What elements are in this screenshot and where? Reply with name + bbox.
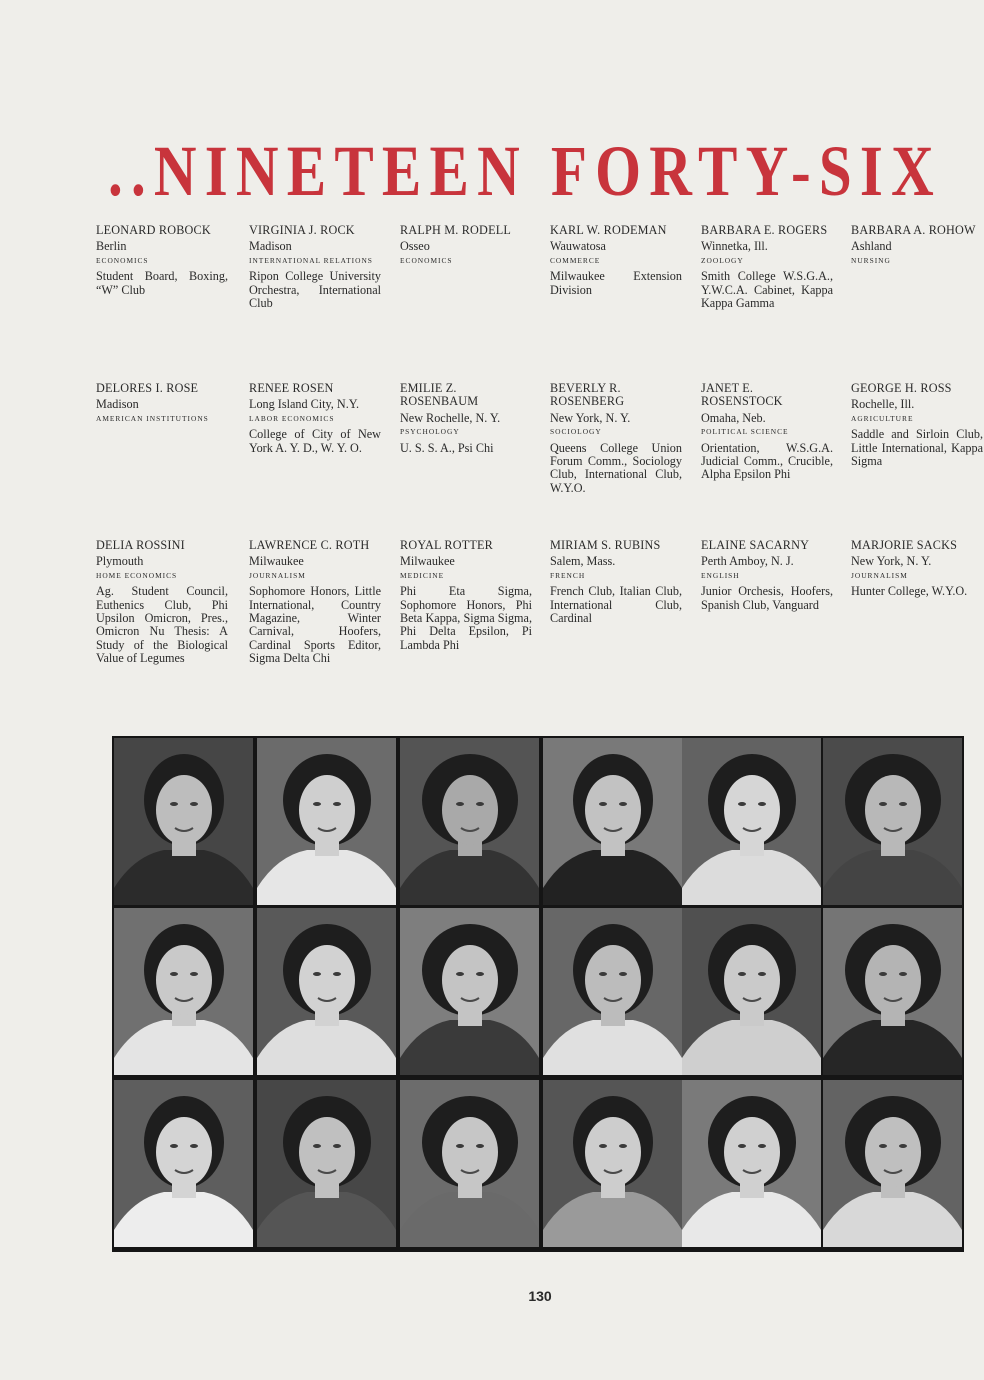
student-major: FRENCH [550, 570, 586, 580]
student-name: BEVERLY R. ROSENBERG [550, 381, 625, 409]
student-city: Milwaukee [249, 554, 304, 569]
portrait-eye [758, 972, 766, 976]
student-activities: College of City of New York A. Y. D., W. Y. O. [249, 427, 381, 455]
portrait-face [724, 775, 780, 845]
portrait-eye [879, 1144, 887, 1148]
portrait-eye [170, 802, 178, 806]
student-entry [400, 539, 532, 652]
student-activities: French Club, Italian Club, International Club, Cardinal [550, 584, 682, 626]
student-name: JANET E. ROSENSTOCK [701, 381, 783, 409]
portrait-photo [682, 738, 821, 905]
student-activities: Junior Orchesis, Hoofers, Spanish Club, Vanguard [701, 584, 833, 612]
page-title: ..NINETEEN FORTY-SIX [108, 131, 942, 211]
student-name: ELAINE SACARNY [701, 538, 810, 552]
student-activities: Phi Eta Sigma, Sophomore Honors, Phi Beta Kappa, Sigma Sigma, Phi Delta Epsilon, Pi Lambda Phi [400, 584, 532, 652]
student-entry [851, 224, 983, 270]
portrait-eye [170, 972, 178, 976]
portrait-image [823, 738, 962, 905]
portrait-eye [476, 1144, 484, 1148]
student-major: HOME ECONOMICS [96, 570, 178, 580]
portrait-eye [599, 1144, 607, 1148]
portrait-face [442, 1117, 498, 1187]
portrait-eye [619, 1144, 627, 1148]
portrait-image [257, 738, 396, 905]
student-activities: U. S. S. A., Psi Chi [400, 440, 494, 455]
student-name: MIRIAM S. RUBINS [550, 538, 661, 552]
student-entry [550, 539, 682, 625]
student-city: Madison [96, 397, 139, 412]
student-major: ZOOLOGY [701, 255, 744, 265]
student-city: Ashland [851, 239, 892, 254]
student-entry [249, 224, 381, 310]
student-activities: Orientation, W.S.G.A. Judicial Comm., Crucible, Alpha Epsilon Phi [701, 440, 833, 482]
portrait-face [442, 945, 498, 1015]
portrait-face [156, 775, 212, 845]
portrait-eye [758, 1144, 766, 1148]
portrait-eye [899, 1144, 907, 1148]
student-entry [249, 382, 381, 455]
portrait-eye [333, 1144, 341, 1148]
student-name: BARBARA A. ROHOW [851, 223, 976, 237]
portrait-photo [257, 738, 396, 905]
student-major: LABOR ECONOMICS [249, 413, 335, 423]
portrait-eye [190, 972, 198, 976]
portrait-face [724, 945, 780, 1015]
student-name: RENEE ROSEN [249, 381, 334, 395]
student-city: Winnetka, Ill. [701, 239, 768, 254]
portrait-face [585, 1117, 641, 1187]
portrait-photo [114, 1080, 253, 1247]
student-activities: Student Board, Boxing, “W” Club [96, 269, 228, 297]
student-city: Milwaukee [400, 554, 455, 569]
portrait-eye [738, 972, 746, 976]
portrait-photo [543, 908, 682, 1075]
student-major: AMERICAN INSTITUTIONS [96, 413, 209, 423]
student-entry [701, 539, 833, 612]
portrait-face [585, 775, 641, 845]
portrait-image [114, 738, 253, 905]
portrait-image [400, 908, 539, 1075]
portrait-photo [114, 908, 253, 1075]
portrait-image [543, 738, 682, 905]
portrait-eye [738, 1144, 746, 1148]
portrait-face [299, 1117, 355, 1187]
portrait-eye [456, 802, 464, 806]
student-name: MARJORIE SACKS [851, 538, 958, 552]
portrait-photo [400, 738, 539, 905]
portrait-eye [899, 802, 907, 806]
page-number: 130 [528, 1288, 552, 1304]
portrait-eye [313, 802, 321, 806]
student-city: Madison [249, 239, 292, 254]
student-name: VIRGINIA J. ROCK [249, 223, 355, 237]
student-major: JOURNALISM [249, 570, 306, 580]
portrait-photo [823, 738, 962, 905]
portrait-image [400, 738, 539, 905]
portrait-face [156, 945, 212, 1015]
portrait-photo [257, 1080, 396, 1247]
student-city: Wauwatosa [550, 239, 606, 254]
student-activities: Queens College Union Forum Comm., Sociology Club, International Club, W.Y.O. [550, 440, 682, 495]
portrait-image [257, 908, 396, 1075]
student-major: AGRICULTURE [851, 413, 914, 423]
student-name: LEONARD ROBOCK [96, 223, 211, 237]
student-city: New York, N. Y. [550, 410, 631, 425]
student-entry [550, 382, 682, 495]
student-entry [400, 224, 532, 270]
student-entry [701, 382, 833, 482]
portrait-photo [400, 908, 539, 1075]
student-city: Perth Amboy, N. J. [701, 554, 794, 569]
portrait-eye [333, 802, 341, 806]
portrait-grid [112, 736, 964, 1252]
portrait-face [299, 775, 355, 845]
student-entry [96, 539, 228, 666]
student-entry [851, 539, 983, 599]
portrait-eye [313, 1144, 321, 1148]
student-major: COMMERCE [550, 255, 601, 265]
portrait-eye [879, 972, 887, 976]
portrait-photo [823, 908, 962, 1075]
portrait-eye [879, 802, 887, 806]
portrait-eye [619, 802, 627, 806]
student-name: BARBARA E. ROGERS [701, 223, 828, 237]
portrait-image [400, 1080, 539, 1247]
portrait-photo [114, 738, 253, 905]
portrait-eye [170, 1144, 178, 1148]
portrait-eye [599, 972, 607, 976]
student-activities: Ripon College University Orchestra, International Club [249, 269, 381, 311]
student-major: ECONOMICS [96, 255, 149, 265]
portrait-eye [456, 1144, 464, 1148]
portrait-image [682, 738, 821, 905]
portrait-image [823, 908, 962, 1075]
portrait-eye [476, 802, 484, 806]
portrait-eye [476, 972, 484, 976]
portrait-image [682, 908, 821, 1075]
portrait-eye [619, 972, 627, 976]
student-name: DELORES I. ROSE [96, 381, 199, 395]
portrait-eye [190, 1144, 198, 1148]
portrait-face [865, 1117, 921, 1187]
student-entry [96, 224, 228, 297]
portrait-eye [599, 802, 607, 806]
student-entry [249, 539, 381, 666]
portrait-face [724, 1117, 780, 1187]
student-entry [400, 382, 532, 455]
portrait-photo [682, 908, 821, 1075]
student-major: POLITICAL SCIENCE [701, 427, 789, 437]
student-major: ENGLISH [701, 570, 740, 580]
student-city: Salem, Mass. [550, 554, 616, 569]
portrait-image [543, 1080, 682, 1247]
student-activities: Milwaukee Extension Division [550, 269, 682, 297]
portrait-eye [333, 972, 341, 976]
portrait-photo [543, 738, 682, 905]
portrait-image [114, 1080, 253, 1247]
portrait-photo [543, 1080, 682, 1247]
portrait-photo [400, 1080, 539, 1247]
student-major: PSYCHOLOGY [400, 427, 460, 437]
student-city: Berlin [96, 239, 127, 254]
portrait-image [682, 1080, 821, 1247]
student-entry [550, 224, 682, 297]
student-activities: Smith College W.S.G.A., Y.W.C.A. Cabinet, Kappa Kappa Gamma [701, 269, 833, 311]
portrait-photo [823, 1080, 962, 1247]
student-major: INTERNATIONAL RELATIONS [249, 255, 373, 265]
student-major: SOCIOLOGY [550, 427, 602, 437]
student-city: Omaha, Neb. [701, 410, 766, 425]
student-name: GEORGE H. ROSS [851, 381, 952, 395]
student-entry [701, 224, 833, 310]
portrait-eye [899, 972, 907, 976]
portrait-image [823, 1080, 962, 1247]
portrait-eye [313, 972, 321, 976]
student-name: KARL W. RODEMAN [550, 223, 667, 237]
portrait-face [299, 945, 355, 1015]
portrait-face [156, 1117, 212, 1187]
student-activities: Ag. Student Council, Euthenics Club, Phi Upsilon Omicron, Pres., Omicron Nu Thesis: A Study of the Biological Value of Legumes [96, 584, 228, 666]
portrait-face [585, 945, 641, 1015]
portrait-photo [682, 1080, 821, 1247]
student-entry [851, 382, 983, 468]
portrait-face [865, 945, 921, 1015]
portrait-eye [738, 802, 746, 806]
portrait-eye [758, 802, 766, 806]
portrait-image [114, 908, 253, 1075]
portrait-face [442, 775, 498, 845]
student-major: JOURNALISM [851, 570, 908, 580]
student-activities: Sophomore Honors, Little International, Country Magazine, Winter Carnival, Hoofers, Cardinal Sports Editor, Sigma Delta Chi [249, 584, 381, 666]
student-name: EMILIE Z. ROSENBAUM [400, 381, 479, 409]
student-name: DELIA ROSSINI [96, 538, 185, 552]
student-city: Rochelle, Ill. [851, 397, 915, 412]
portrait-image [257, 1080, 396, 1247]
portrait-face [865, 775, 921, 845]
student-city: New York, N. Y. [851, 554, 932, 569]
student-city: New Rochelle, N. Y. [400, 410, 501, 425]
student-major: ECONOMICS [400, 255, 453, 265]
student-major: MEDICINE [400, 570, 445, 580]
student-major: NURSING [851, 255, 891, 265]
portrait-eye [190, 802, 198, 806]
portrait-image [543, 908, 682, 1075]
student-activities: Saddle and Sirloin Club, Little International, Kappa Sigma [851, 427, 983, 469]
student-city: Osseo [400, 239, 430, 254]
portrait-photo [257, 908, 396, 1075]
student-name: RALPH M. RODELL [400, 223, 511, 237]
student-name: LAWRENCE C. ROTH [249, 538, 370, 552]
portrait-eye [456, 972, 464, 976]
student-entry [96, 382, 228, 428]
student-city: Plymouth [96, 554, 144, 569]
student-name: ROYAL ROTTER [400, 538, 494, 552]
student-city: Long Island City, N.Y. [249, 397, 360, 412]
student-activities: Hunter College, W.Y.O. [851, 584, 968, 599]
